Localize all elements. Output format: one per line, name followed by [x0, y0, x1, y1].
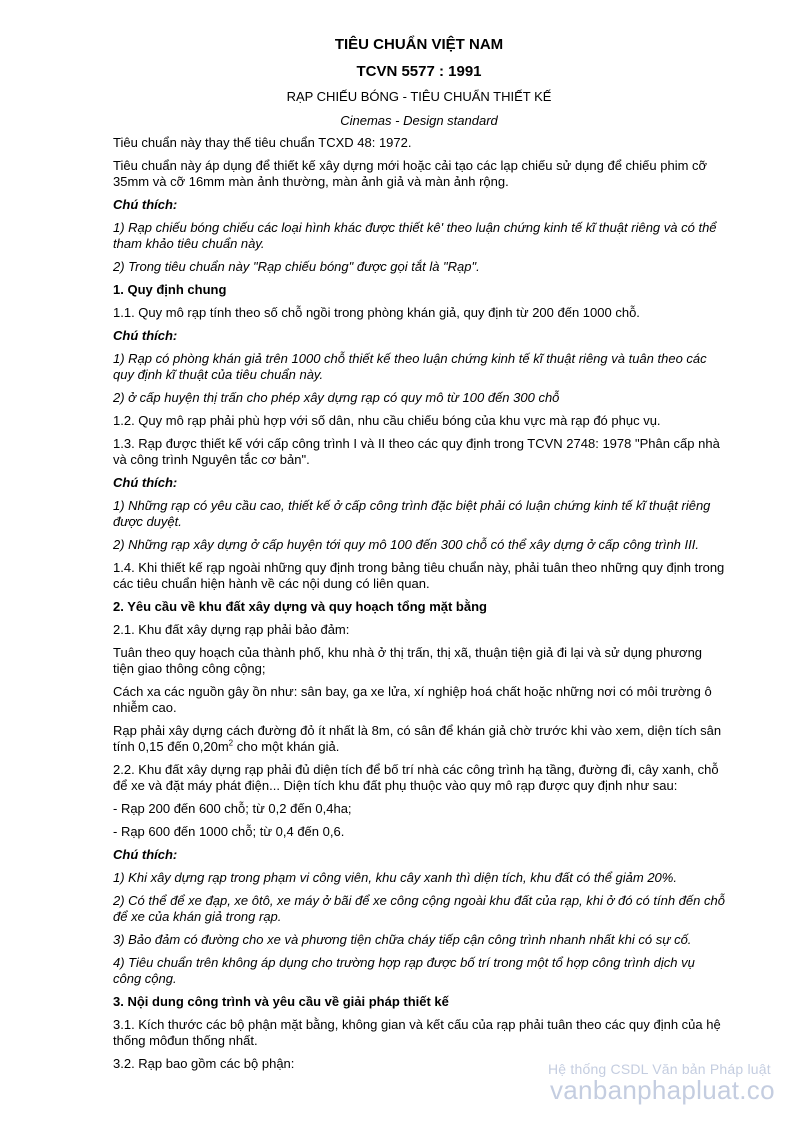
- clause-text: Rạp phải xây dựng cách đường đỏ ít nhất là 8m, có sân để khán giả chờ trước khi vào xem, diện tích sân tính 0,15 đến 0,20m: [113, 723, 722, 754]
- watermark-site: vanbanphapluat.co: [550, 1075, 775, 1105]
- clause-2-1: 2.1. Khu đất xây dựng rạp phải bảo đảm:: [113, 622, 350, 637]
- clause-2-2-b: - Rạp 600 đến 1000 chỗ; từ 0,4 đến 0,6.: [113, 824, 345, 839]
- clause-2-1-b: Cách xa các nguồn gây ồn như: sân bay, ga xe lửa, xí nghiệp hoá chất hoặc những nơi có môi trường ô nhiễm cao.: [113, 684, 712, 715]
- note-item: 1) Rạp có phòng khán giả trên 1000 chỗ thiết kế theo luận chứng kinh tế kĩ thuật riêng và tuân theo các quy định kĩ thuật của tiêu chuẩn này.: [113, 351, 707, 382]
- clause-text: cho một khán giả.: [233, 739, 340, 754]
- clause-3-2: 3.2. Rạp bao gồm các bộ phận:: [113, 1056, 295, 1071]
- note-item: 1) Khi xây dựng rạp trong phạm vi công viên, khu cây xanh thì diện tích, khu đất có thể giảm 20%.: [113, 870, 677, 885]
- clause-1-1: 1.1. Quy mô rạp tính theo số chỗ ngồi trong phòng khán giả, quy định từ 200 đến 1000 chỗ.: [113, 305, 640, 320]
- replace-paragraph: Tiêu chuẩn này thay thế tiêu chuẩn TCXD 48: 1972.: [113, 135, 412, 150]
- section-heading-3: 3. Nội dung công trình và yêu cầu về giải pháp thiết kế: [113, 994, 449, 1009]
- document-page: [113, 36, 725, 1079]
- note-label: Chú thích:: [113, 475, 178, 490]
- clause-1-2: 1.2. Quy mô rạp phải phù hợp với số dân, nhu cầu chiếu bóng của khu vực mà rạp đó phục vụ.: [113, 413, 661, 428]
- clause-1-3: 1.3. Rạp được thiết kế với cấp công trình I và II theo các quy định trong TCVN 2748: 1978 "Phân cấp nhà và công trình Nguyên tắc cơ bản".: [113, 436, 720, 467]
- scope-paragraph: Tiêu chuẩn này áp dụng để thiết kế xây dựng mới hoặc cải tạo các lạp chiếu sử dụng để chiếu phim cỡ 35mm và cỡ 16mm màn ảnh thường, màn ảnh giả và màn ảnh rộng.: [113, 158, 708, 189]
- note-item: 2) Trong tiêu chuẩn này "Rạp chiếu bóng" được gọi tắt là "Rạp".: [113, 259, 480, 274]
- note-item: 1) Những rạp có yêu cầu cao, thiết kế ở cấp công trình đặc biệt phải có luận chứng kinh tế kĩ thuật riêng được duyệt.: [113, 498, 711, 529]
- superscript: 2: [228, 738, 234, 748]
- section-heading-2: 2. Yêu cầu về khu đất xây dựng và quy hoạch tổng mặt bằng: [113, 599, 487, 614]
- clause-2-2: 2.2. Khu đất xây dựng rạp phải đủ diện tích để bố trí nhà các công trình hạ tầng, đường đi, cây xanh, chỗ để xe và đặt máy phát điện... Diện tích khu đất phụ thuộc vào quy mô rạp được quy định như sau:: [113, 762, 719, 793]
- watermark-caption: Hệ thống CSDL Văn bản Pháp luật: [548, 1061, 771, 1077]
- document-subtitle: RẠP CHIẾU BÓNG - TIÊU CHUẨN THIẾT KẾ: [286, 89, 552, 104]
- english-title: Cinemas - Design standard: [340, 113, 498, 128]
- note-label: Chú thích:: [113, 328, 178, 343]
- note-item: 2) Có thể để xe đạp, xe ôtô, xe máy ở bãi để xe công cộng ngoài khu đất của rạp, khi ở đó có tính đến chỗ để xe của khán giả trong rạp.: [113, 893, 725, 924]
- note-label: Chú thích:: [113, 197, 178, 212]
- clause-2-1-c: [113, 723, 725, 755]
- note-item: 2) Những rạp xây dựng ở cấp huyện tới quy mô 100 đến 300 chỗ có thể xây dựng ở cấp công trình III.: [113, 537, 699, 552]
- clause-2-2-a: - Rạp 200 đến 600 chỗ; từ 0,2 đến 0,4ha;: [113, 801, 352, 816]
- section-heading-1: 1. Quy định chung: [113, 282, 227, 297]
- note-item: 1) Rạp chiếu bóng chiếu các loại hình khác được thiết kê' theo luận chứng kinh tế kĩ thuật riêng và có thể tham khảo tiêu chuẩn này.: [113, 220, 717, 251]
- note-item: 2) ở cấp huyện thị trấn cho phép xây dựng rạp có quy mô từ 100 đến 300 chỗ: [113, 390, 560, 405]
- note-item: 3) Bảo đảm có đường cho xe và phương tiện chữa cháy tiếp cận công trình nhanh nhất khi có sự cố.: [113, 932, 692, 947]
- note-label: Chú thích:: [113, 847, 178, 862]
- clause-3-1: 3.1. Kích thước các bộ phận mặt bằng, không gian và kết cấu của rạp phải tuân theo các quy định của hệ thống môđun thống nhất.: [113, 1017, 721, 1048]
- standard-code: TCVN 5577 : 1991: [356, 63, 482, 80]
- note-item: 4) Tiêu chuẩn trên không áp dụng cho trường hợp rạp được bố trí trong một tổ hợp công trình dịch vụ công cộng.: [113, 955, 695, 986]
- document-title: TIÊU CHUẨN VIỆT NAM: [334, 36, 504, 53]
- clause-1-4: 1.4. Khi thiết kế rạp ngoài những quy định trong bảng tiêu chuẩn này, phải tuân theo những quy định trong các tiêu chuẩn hiện hành về các nội dung có liên quan.: [113, 560, 725, 591]
- clause-2-1-a: Tuân theo quy hoạch của thành phố, khu nhà ở thị trấn, thị xã, thuận tiện giả đi lại và sử dụng phương tiện giao thông công cộng;: [113, 645, 703, 676]
